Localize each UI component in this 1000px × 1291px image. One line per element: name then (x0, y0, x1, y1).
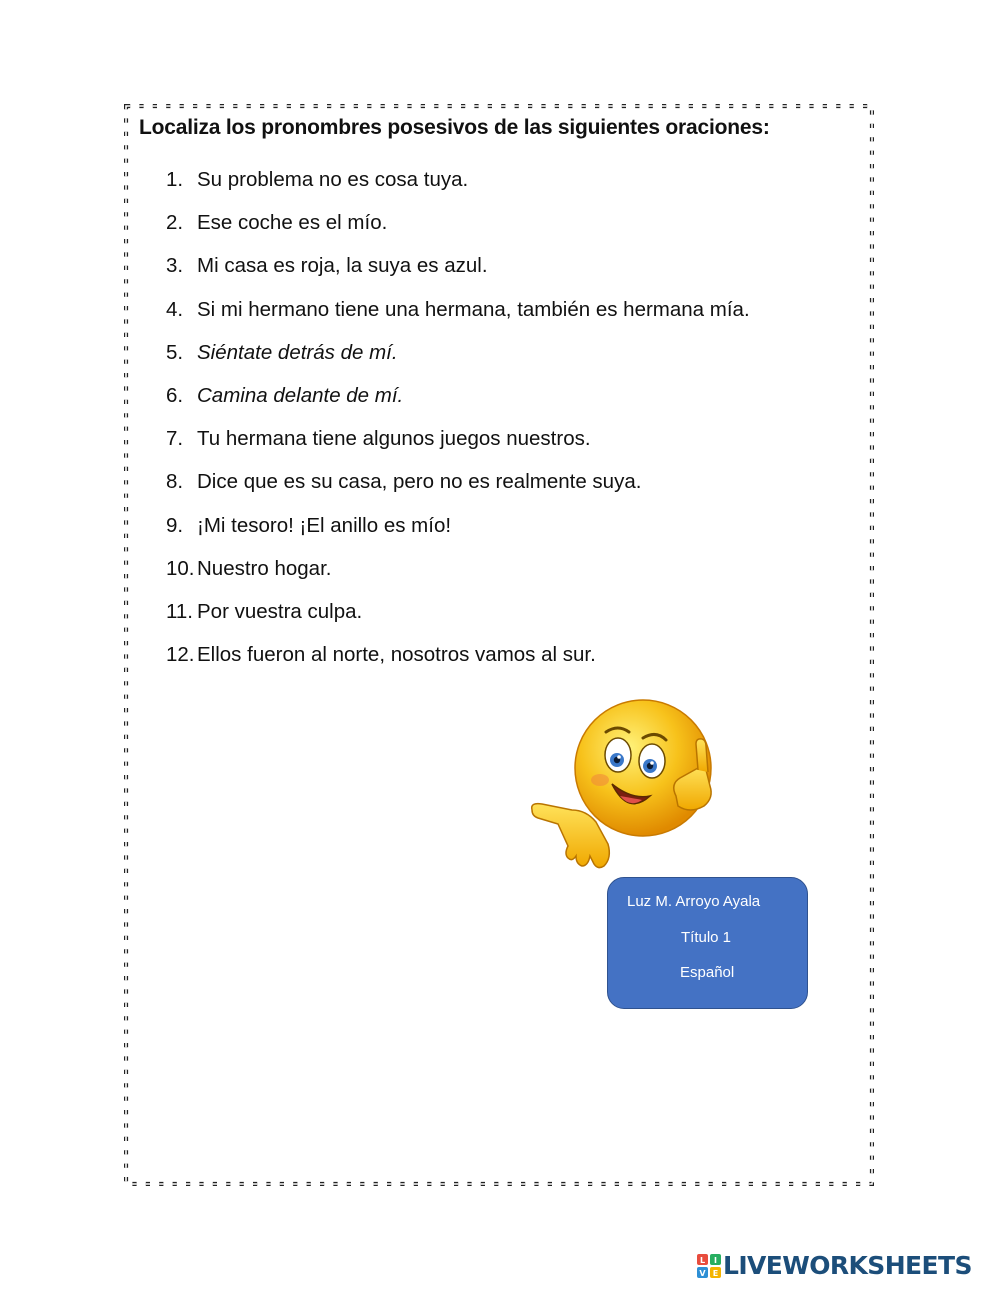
sentence-text: Si mi hermano tiene una hermana, también es hermana mía. (197, 297, 750, 321)
sentence-number: 11. (166, 599, 193, 623)
sentence-number: 2. (166, 211, 184, 235)
sentence-text: Ese coche es el mío. (197, 211, 388, 235)
liveworksheets-logo-icon (697, 1254, 721, 1278)
liveworksheets-brand (697, 1253, 972, 1278)
sentence-text: Por vuestra culpa. (197, 599, 363, 623)
author-info-box (607, 877, 808, 1009)
sentence-item (166, 557, 750, 600)
smiley-pointing-emoji-icon (528, 698, 730, 873)
sentence-number: 5. (166, 340, 184, 364)
sentence-text: Dice que es su casa, pero no es realmente suya. (197, 470, 642, 494)
sentence-item (166, 341, 750, 384)
sentence-number: 9. (166, 513, 184, 537)
brand-name: LIVEWORKSHEETS (723, 1251, 972, 1280)
sentence-number: 3. (166, 254, 184, 278)
sentence-text: Nuestro hogar. (197, 556, 332, 580)
sentence-text: Su problema no es cosa tuya. (197, 168, 469, 191)
sentence-item (166, 384, 750, 427)
sentence-number: 1. (166, 168, 184, 191)
author-name: Luz M. Arroyo Ayala (627, 893, 761, 910)
sentence-text: Ellos fueron al norte, nosotros vamos al sur. (197, 643, 596, 667)
sentence-item (166, 514, 750, 557)
svg-text:E: E (712, 1268, 719, 1278)
sentence-text: Siéntate detrás de mí. (197, 340, 398, 364)
sentence-number: 12. (166, 643, 195, 667)
sentence-item (166, 211, 750, 254)
sentence-list (166, 168, 750, 686)
sentence-item (166, 427, 750, 470)
sentence-number: 6. (166, 383, 184, 407)
svg-text:L: L (699, 1255, 706, 1265)
sentence-number: 4. (166, 297, 184, 321)
sentence-item (166, 298, 750, 341)
sentence-number: 8. (166, 470, 184, 494)
program-label: Título 1 (681, 929, 732, 946)
worksheet-title: Localiza los pronombres posesivos de las siguientes oraciones: (139, 116, 770, 139)
sentence-item (166, 600, 750, 643)
sentence-number: 7. (166, 427, 184, 451)
sentence-text: ¡Mi tesoro! ¡El anillo es mío! (197, 513, 452, 537)
sentence-item (166, 254, 750, 297)
svg-text:V: V (699, 1268, 706, 1278)
sentence-item (166, 168, 750, 211)
sentence-text: Tu hermana tiene algunos juegos nuestros. (197, 427, 591, 451)
sentence-item (166, 470, 750, 513)
subject-label: Español (680, 964, 735, 981)
svg-text:I: I (714, 1255, 717, 1265)
sentence-text: Camina delante de mí. (197, 383, 404, 407)
sentence-text: Mi casa es roja, la suya es azul. (197, 254, 488, 278)
sentence-number: 10. (166, 556, 195, 580)
sentence-item (166, 643, 750, 686)
